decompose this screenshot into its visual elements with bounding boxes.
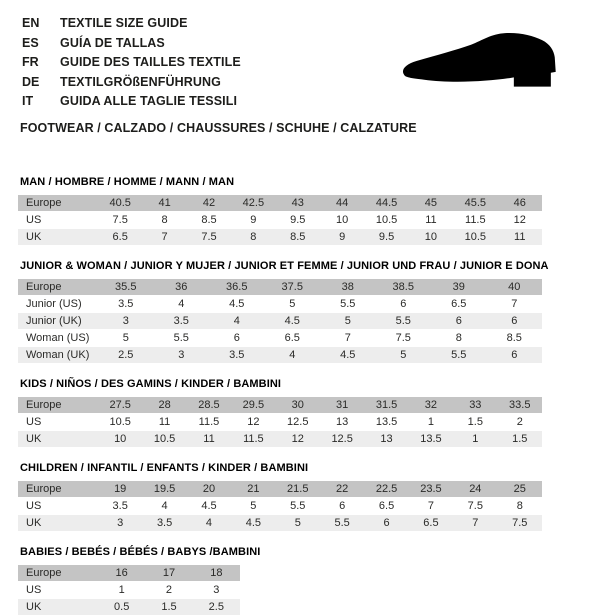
size-value: 25 [498,481,542,497]
size-value: 10.5 [453,229,497,245]
size-value: 12 [231,414,275,430]
page-header [0,0,600,135]
size-value: 7.5 [498,515,542,531]
size-value: 18 [193,565,240,581]
size-value: 9.5 [276,212,320,228]
table-row [18,481,542,497]
table-row [18,515,542,531]
size-value: 27.5 [98,397,142,413]
size-value: 8.5 [187,212,231,228]
size-value: 4.5 [209,296,265,312]
size-value: 3.5 [142,515,186,531]
row-label: UK [18,515,98,531]
size-value: 4 [142,498,186,514]
shoe-icon [397,30,582,96]
size-value: 46 [498,195,542,211]
size-value: 5.5 [431,347,487,363]
size-value: 17 [145,565,192,581]
category-title: FOOTWEAR / CALZADO / CHAUSSURES / SCHUHE / CALZATURE [20,120,417,135]
size-value: 19 [98,481,142,497]
size-value: 44.5 [364,195,408,211]
size-value: 10 [98,431,142,447]
size-value: 6 [487,347,543,363]
size-value: 7 [409,498,453,514]
language-title: GUIDA ALLE TAGLIE TESSILI [60,94,238,108]
table-row [18,347,542,363]
size-value: 5 [231,498,275,514]
size-value: 12 [498,212,542,228]
size-value: 37.5 [265,279,321,295]
size-value: 23.5 [409,481,453,497]
table-row [18,565,240,581]
size-value: 39 [431,279,487,295]
row-label: Europe [18,195,98,211]
row-label: US [18,212,98,228]
size-value: 24 [453,481,497,497]
size-value: 40.5 [98,195,142,211]
size-value: 9 [231,212,275,228]
size-value: 6.5 [409,515,453,531]
size-value: 38.5 [376,279,432,295]
size-value: 1 [453,431,497,447]
size-value: 4 [209,313,265,329]
size-value: 5 [376,347,432,363]
size-value: 10.5 [142,431,186,447]
size-value: 30 [276,397,320,413]
language-code: IT [22,94,34,108]
size-value: 3.5 [98,296,154,312]
language-title: TEXTILE SIZE GUIDE [60,16,188,30]
size-value: 5.5 [276,498,320,514]
size-value: 40 [487,279,543,295]
size-value: 38 [320,279,376,295]
size-value: 8 [231,229,275,245]
size-value: 5 [276,515,320,531]
size-value: 8.5 [487,330,543,346]
size-value: 3.5 [209,347,265,363]
row-label: Europe [18,279,98,295]
size-table-section [18,378,600,448]
size-value: 3 [98,515,142,531]
table-row [18,229,542,245]
size-value: 4.5 [320,347,376,363]
size-value: 2 [145,582,192,598]
size-value: 7 [453,515,497,531]
size-value: 31.5 [364,397,408,413]
size-value: 6.5 [98,229,142,245]
size-value: 22 [320,481,364,497]
size-value: 6 [431,313,487,329]
size-value: 10 [320,212,364,228]
size-value: 8.5 [276,229,320,245]
size-value: 13 [320,414,364,430]
size-value: 33 [453,397,497,413]
size-value: 6 [376,296,432,312]
size-value: 42.5 [231,195,275,211]
size-value: 16 [98,565,145,581]
size-value: 5 [320,313,376,329]
size-value: 6 [320,498,364,514]
language-code: FR [22,55,39,69]
size-value: 5.5 [320,515,364,531]
size-value: 5 [265,296,321,312]
size-value: 42 [187,195,231,211]
size-value: 4.5 [187,498,231,514]
size-value: 3 [154,347,210,363]
size-value: 1.5 [145,599,192,615]
row-label: Woman (UK) [18,347,98,363]
size-value: 41 [142,195,186,211]
size-value: 10 [409,229,453,245]
size-value: 1.5 [453,414,497,430]
size-value: 2.5 [98,347,154,363]
language-title: GUIDE DES TAILLES TEXTILE [60,55,241,69]
size-table [18,278,542,364]
size-table [18,480,542,532]
size-value: 1 [409,414,453,430]
size-value: 6 [364,515,408,531]
size-value: 20 [187,481,231,497]
size-table-section [18,546,600,616]
row-label: US [18,498,98,514]
size-value: 11.5 [453,212,497,228]
size-value: 45 [409,195,453,211]
row-label: UK [18,229,98,245]
size-value: 31 [320,397,364,413]
size-value: 12 [276,431,320,447]
size-value: 11 [142,414,186,430]
size-table-section [18,176,600,246]
row-label: Junior (UK) [18,313,98,329]
row-label: Woman (US) [18,330,98,346]
size-table-section [18,462,600,532]
size-value: 8 [431,330,487,346]
row-label: Europe [18,481,98,497]
size-value: 7 [487,296,543,312]
size-value: 21.5 [276,481,320,497]
size-value: 1.5 [498,431,542,447]
table-row [18,431,542,447]
table-row [18,212,542,228]
size-value: 36.5 [209,279,265,295]
size-tables [18,176,600,616]
size-value: 8 [142,212,186,228]
table-row [18,195,542,211]
size-value: 5.5 [376,313,432,329]
size-value: 2.5 [193,599,240,615]
table-title: BABIES / BEBÉS / BÉBÉS / BABYS /BAMBINI [20,545,261,558]
size-value: 44 [320,195,364,211]
size-value: 13 [364,431,408,447]
size-value: 7 [142,229,186,245]
size-value: 9 [320,229,364,245]
table-row [18,330,542,346]
size-value: 10.5 [98,414,142,430]
size-value: 4.5 [265,313,321,329]
size-value: 7.5 [187,229,231,245]
size-table [18,564,240,616]
size-value: 43 [276,195,320,211]
size-value: 2 [498,414,542,430]
size-value: 1 [98,582,145,598]
table-row [18,599,240,615]
size-value: 11 [187,431,231,447]
size-value: 6.5 [364,498,408,514]
table-row [18,313,542,329]
language-title: GUÍA DE TALLAS [60,35,165,50]
size-value: 6 [487,313,543,329]
language-code: DE [22,74,40,89]
size-value: 29.5 [231,397,275,413]
table-title: CHILDREN / INFANTIL / ENFANTS / KINDER / BAMBINI [20,461,309,474]
language-title: TEXTILGRÖßENFÜHRUNG [60,74,221,89]
row-label: Europe [18,397,98,413]
table-row [18,296,542,312]
size-value: 10.5 [364,212,408,228]
size-value: 6 [209,330,265,346]
row-label: UK [18,599,98,615]
size-value: 3 [193,582,240,598]
size-table [18,396,542,448]
size-value: 11.5 [231,431,275,447]
table-title: JUNIOR & WOMAN / JUNIOR Y MUJER / JUNIOR ET FEMME / JUNIOR UND FRAU / JUNIOR E DONA [20,259,549,272]
size-value: 0.5 [98,599,145,615]
size-value: 21 [231,481,275,497]
table-row [18,397,542,413]
size-value: 3.5 [154,313,210,329]
size-value: 4 [187,515,231,531]
size-value: 11 [409,212,453,228]
size-value: 5 [98,330,154,346]
row-label: Junior (US) [18,296,98,312]
table-row [18,498,542,514]
size-value: 28 [142,397,186,413]
table-row [18,582,240,598]
size-value: 45.5 [453,195,497,211]
size-table [18,194,542,246]
table-row [18,279,542,295]
size-value: 12.5 [320,431,364,447]
language-code: EN [22,16,40,30]
size-value: 4 [154,296,210,312]
table-title: MAN / HOMBRE / HOMME / MANN / MAN [20,175,235,188]
size-value: 11 [498,229,542,245]
size-value: 5.5 [320,296,376,312]
row-label: US [18,582,98,598]
size-value: 11.5 [187,414,231,430]
size-value: 7.5 [453,498,497,514]
size-value: 4 [265,347,321,363]
size-value: 6.5 [265,330,321,346]
table-row [18,414,542,430]
size-value: 22.5 [364,481,408,497]
size-value: 7.5 [98,212,142,228]
size-table-section [18,260,600,364]
size-value: 3.5 [98,498,142,514]
size-value: 6.5 [431,296,487,312]
size-value: 12.5 [276,414,320,430]
size-value: 3 [98,313,154,329]
size-value: 7.5 [376,330,432,346]
size-value: 19.5 [142,481,186,497]
size-value: 36 [154,279,210,295]
size-value: 9.5 [364,229,408,245]
table-title: KIDS / NIÑOS / DES GAMINS / KINDER / BAMBINI [20,377,282,390]
size-value: 33.5 [498,397,542,413]
row-label: UK [18,431,98,447]
size-value: 13.5 [409,431,453,447]
row-label: Europe [18,565,98,581]
size-value: 28.5 [187,397,231,413]
size-value: 32 [409,397,453,413]
size-value: 8 [498,498,542,514]
size-value: 7 [320,330,376,346]
size-value: 4.5 [231,515,275,531]
size-value: 5.5 [154,330,210,346]
size-value: 35.5 [98,279,154,295]
row-label: US [18,414,98,430]
language-code: ES [22,35,39,50]
size-value: 13.5 [364,414,408,430]
